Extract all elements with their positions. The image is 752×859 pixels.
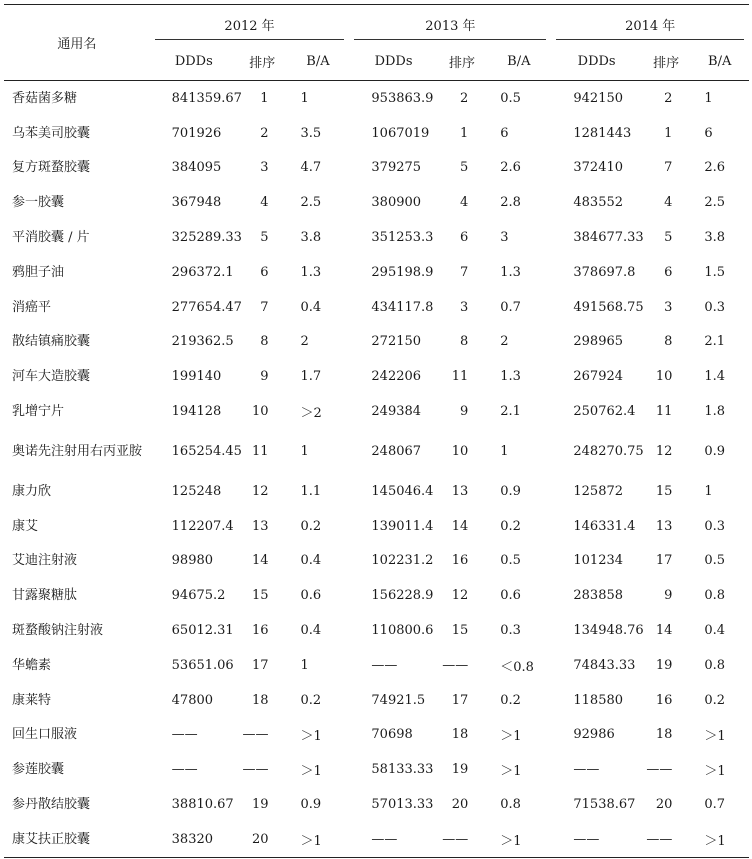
drug-name-cell: 奥诺先注射用右丙亚胺 <box>12 443 143 459</box>
ddds-cell: 298965 <box>573 334 624 350</box>
ba-cell: 1.4 <box>704 369 726 385</box>
ddds-cell: 134948.76 <box>573 623 644 639</box>
drug-name-cell: 消癌平 <box>12 299 52 315</box>
rank-cell: 13 <box>451 483 469 499</box>
ddds-cell: 98980 <box>171 553 214 569</box>
rank-cell: 6 <box>459 230 469 246</box>
ddds-cell: 248067 <box>371 443 422 459</box>
ddds-cell: 94675.2 <box>171 588 226 604</box>
rank-cell: 10 <box>451 443 469 459</box>
ba-cell: 0.4 <box>300 299 322 315</box>
rank-cell: 12 <box>655 443 673 459</box>
ddds-cell: 1067019 <box>371 125 430 141</box>
ddds-cell: 277654.47 <box>171 299 242 315</box>
rank-cell: 12 <box>451 588 469 604</box>
table-row <box>4 255 749 290</box>
ba-cell: 0.6 <box>300 588 322 604</box>
drug-name-cell: 艾迪注射液 <box>12 553 78 569</box>
ba-cell: 1.5 <box>704 264 726 280</box>
drug-name-cell: 康艾扶正胶囊 <box>4 822 150 857</box>
ddds-cell: 74921.5 <box>371 692 426 708</box>
rank-cell: 13 <box>251 518 269 534</box>
drug-name-cell: 回生口服液 <box>12 727 78 743</box>
rank-cell: 7 <box>459 264 469 280</box>
drug-name-cell: 斑蝥酸钠注射液 <box>12 623 104 639</box>
ba-cell: ＞1 <box>286 822 349 857</box>
ddds-cell: 156228.9 <box>371 588 434 604</box>
table-row <box>4 151 749 186</box>
table-row <box>4 822 749 857</box>
ddds-cell: 379275 <box>371 160 422 176</box>
rank-cell: 14 <box>251 553 269 569</box>
ba-cell: 0.3 <box>704 518 726 534</box>
table-row <box>4 718 749 753</box>
rank-cell: 15 <box>655 483 673 499</box>
ddds-cell: 219362.5 <box>171 334 234 350</box>
ddds-header: DDDs <box>174 53 213 69</box>
ba-cell: 1.8 <box>704 404 726 420</box>
ba-cell: 0.2 <box>500 518 521 534</box>
ba-cell: 2.6 <box>500 160 521 176</box>
ba-cell: 0.6 <box>500 588 521 604</box>
ddds-cell: 165254.45 <box>171 443 242 459</box>
ddds-cell: 125872 <box>573 483 624 499</box>
rank-cell: —— <box>242 762 269 778</box>
ba-cell: 0.5 <box>486 81 551 116</box>
drug-name-cell: 乌苯美司胶囊 <box>12 125 91 141</box>
ddds-cell: 380900 <box>371 195 422 211</box>
rank-cell: 19 <box>251 797 269 813</box>
ba-cell: 1.3 <box>300 264 322 280</box>
ba-cell: 0.2 <box>500 692 521 708</box>
rank-cell: 6 <box>260 264 269 280</box>
rank-cell: 14 <box>451 518 469 534</box>
ddds-cell: 38810.67 <box>171 797 234 813</box>
drug-name-cell: 参一胶囊 <box>12 195 65 211</box>
ddds-cell: 112207.4 <box>171 518 234 534</box>
ba-cell: 2.6 <box>704 160 726 176</box>
drug-name-cell: 甘露聚糖肽 <box>12 588 78 604</box>
ddds-cell: 110800.6 <box>371 623 434 639</box>
table-row <box>4 359 749 394</box>
ba-cell: 0.8 <box>500 797 521 813</box>
table-row <box>4 220 749 255</box>
rank-cell: 19 <box>655 657 673 673</box>
rank-header: 排序 <box>249 55 276 71</box>
rank-cell: 13 <box>655 518 673 534</box>
rank-cell: 16 <box>451 553 469 569</box>
drug-name-cell: 散结镇痛胶囊 <box>12 334 91 350</box>
rank-cell: 2 <box>260 125 269 141</box>
table-row <box>4 474 749 509</box>
ba-cell: 3.8 <box>704 230 726 246</box>
drug-name-cell: 鸦胆子油 <box>12 264 65 280</box>
rank-cell: 5 <box>664 230 673 246</box>
ddds-cell: 102231.2 <box>371 553 434 569</box>
ba-cell: 2.1 <box>500 404 521 420</box>
rank-cell: 11 <box>451 369 469 385</box>
table-row <box>4 429 749 474</box>
ddds-cell: 701926 <box>171 125 222 141</box>
rank-cell: 9 <box>664 588 673 604</box>
ddds-cell: 242206 <box>371 369 422 385</box>
ba-cell: 1.7 <box>300 369 322 385</box>
ba-cell: ＞1 <box>486 822 551 857</box>
ba-cell: 0.7 <box>704 797 726 813</box>
table-row <box>4 787 749 822</box>
drug-name-cell: 复方斑蝥胶囊 <box>12 160 91 176</box>
drug-name-cell: 河车大造胶囊 <box>12 369 91 385</box>
ddds-cell: 367948 <box>171 195 222 211</box>
rank-cell: 20 <box>238 822 287 857</box>
ba-cell: 2.5 <box>300 195 322 211</box>
ba-cell: 1 <box>704 483 713 499</box>
ba-cell: 0.5 <box>704 553 726 569</box>
ba-header: B/A <box>507 53 531 69</box>
drug-name-cell: 香菇菌多糖 <box>4 81 150 116</box>
ddds-cell: 953863.9 <box>349 81 437 116</box>
rank-header: 排序 <box>448 55 475 71</box>
ddds-cell: 58133.33 <box>371 762 434 778</box>
ba-cell: ＞1 <box>704 729 726 745</box>
ba-header: B/A <box>306 53 330 69</box>
ddds-header: DDDs <box>577 53 616 69</box>
rank-cell: 18 <box>251 692 269 708</box>
ba-cell: 1.1 <box>300 483 322 499</box>
ddds-cell: 125248 <box>171 483 222 499</box>
ba-cell: 0.7 <box>500 299 521 315</box>
ddds-cell: 92986 <box>573 727 615 743</box>
rank-cell: 1 <box>664 125 673 141</box>
ddds-cell: —— <box>349 822 437 857</box>
ddds-cell: —— <box>171 762 198 778</box>
rank-cell: 18 <box>451 727 469 743</box>
ba-cell: 3.8 <box>300 230 322 246</box>
rank-cell: 8 <box>459 334 469 350</box>
ddds-cell: 71538.67 <box>573 797 636 813</box>
rank-cell: 5 <box>459 160 469 176</box>
drug-name-cell: 康莱特 <box>12 692 52 708</box>
rank-cell: 20 <box>655 797 673 813</box>
ddds-cell: 483552 <box>573 195 624 211</box>
ddds-cell: 74843.33 <box>573 657 636 673</box>
rank-cell: 17 <box>655 553 673 569</box>
rank-cell: 9 <box>459 404 469 420</box>
ba-cell: 0.2 <box>704 692 726 708</box>
rank-cell: 15 <box>451 623 469 639</box>
ba-cell: ＞1 <box>300 764 322 780</box>
ddds-cell: 250762.4 <box>573 404 636 420</box>
table-row <box>4 752 749 787</box>
rank-cell: 7 <box>664 160 673 176</box>
ba-cell: 0.5 <box>500 553 521 569</box>
ba-cell: 0.4 <box>300 623 322 639</box>
ddds-cell: 942150 <box>551 81 641 116</box>
ba-cell: 2.1 <box>704 334 726 350</box>
ba-cell: ＞2 <box>300 406 322 422</box>
rank-cell: 3 <box>260 160 269 176</box>
ddds-cell: 295198.9 <box>371 264 434 280</box>
ba-cell: ＞1 <box>500 764 522 780</box>
ba-cell: 0.3 <box>500 623 521 639</box>
rank-cell: 16 <box>655 692 673 708</box>
rank-cell: 9 <box>260 369 269 385</box>
ddds-cell: 272150 <box>371 334 422 350</box>
ddds-cell: 841359.67 <box>150 81 238 116</box>
table-row <box>4 290 749 325</box>
ddds-cell: 378697.8 <box>573 264 636 280</box>
ba-cell: 0.8 <box>704 588 726 604</box>
rank-cell: 11 <box>655 404 673 420</box>
ba-cell: 1 <box>300 657 309 673</box>
ddds-cell: 267924 <box>573 369 624 385</box>
rank-cell: 17 <box>451 692 469 708</box>
ddds-cell: 194128 <box>171 404 222 420</box>
rank-cell: 14 <box>655 623 673 639</box>
rank-cell: 3 <box>664 299 673 315</box>
rank-cell: —— <box>646 762 673 778</box>
ba-cell: 1 <box>286 81 349 116</box>
ddds-cell: 118580 <box>573 692 624 708</box>
ddds-cell: 434117.8 <box>371 299 434 315</box>
ddds-cell: —— <box>573 762 600 778</box>
table-row <box>4 185 749 220</box>
rank-cell: 10 <box>655 369 673 385</box>
ddds-cell: 65012.31 <box>171 623 234 639</box>
ddds-cell: 283858 <box>573 588 624 604</box>
ba-cell: 6 <box>704 125 713 141</box>
ba-cell: 0.3 <box>704 299 726 315</box>
table-row <box>4 648 749 683</box>
rank-cell: 5 <box>260 230 269 246</box>
rank-cell: —— <box>642 822 691 857</box>
rank-cell: 15 <box>251 588 269 604</box>
ba-cell: 2 <box>300 334 309 350</box>
ba-cell: 3.5 <box>300 125 322 141</box>
ba-cell: 6 <box>500 125 509 141</box>
drug-name-cell: 平消胶囊 / 片 <box>12 230 90 246</box>
table-row <box>4 544 749 579</box>
ddds-cell: 384095 <box>171 160 222 176</box>
ddds-cell: 491568.75 <box>573 299 644 315</box>
ba-cell: 0.9 <box>300 797 322 813</box>
rank-cell: 16 <box>251 623 269 639</box>
year-header-2013: 2013 年 <box>349 5 551 43</box>
rank-cell: —— <box>438 822 487 857</box>
ba-cell: ＜0.8 <box>500 659 534 675</box>
rank-cell: 10 <box>251 404 269 420</box>
rank-cell: 7 <box>260 299 269 315</box>
ddds-cell: —— <box>551 822 641 857</box>
ba-cell: 2.5 <box>704 195 726 211</box>
ba-header: B/A <box>708 53 732 69</box>
ba-cell: 1.3 <box>500 264 521 280</box>
table-row <box>4 683 749 718</box>
ba-cell: 0.4 <box>704 623 726 639</box>
rank-cell: 17 <box>251 657 269 673</box>
ba-cell: 4.7 <box>300 160 322 176</box>
table-row <box>4 81 749 116</box>
ddds-header: DDDs <box>374 53 413 69</box>
ba-cell: 2.8 <box>500 195 521 211</box>
ddds-cell: 47800 <box>171 692 214 708</box>
ba-cell: 0.2 <box>300 518 322 534</box>
ddds-cell: 70698 <box>371 727 413 743</box>
rank-cell: 4 <box>260 195 269 211</box>
table-header <box>4 5 749 81</box>
drug-ddds-table <box>4 4 749 858</box>
ba-cell: 2 <box>500 334 509 350</box>
ddds-cell: 384677.33 <box>573 230 644 246</box>
rank-cell: 3 <box>459 299 469 315</box>
ddds-cell: 325289.33 <box>171 230 242 246</box>
ddds-cell: 1281443 <box>573 125 632 141</box>
ddds-cell: 372410 <box>573 160 624 176</box>
table-row <box>4 394 749 429</box>
generic-name-header: 通用名 <box>4 5 150 81</box>
rank-cell: 19 <box>451 762 469 778</box>
ba-cell: 0.8 <box>704 657 726 673</box>
ddds-cell: 145046.4 <box>371 483 434 499</box>
rank-cell: 4 <box>459 195 469 211</box>
ba-cell: 0.9 <box>704 443 726 459</box>
year-header-2014: 2014 年 <box>551 5 749 43</box>
rank-cell: 11 <box>251 443 269 459</box>
ddds-cell: 351253.3 <box>371 230 434 246</box>
ddds-cell: —— <box>371 657 398 673</box>
ddds-cell: 101234 <box>573 553 624 569</box>
ba-cell: ＞1 <box>300 729 322 745</box>
rank-cell: 2 <box>642 81 691 116</box>
ddds-cell: 146331.4 <box>573 518 636 534</box>
ddds-cell: —— <box>171 727 198 743</box>
drug-name-cell: 康艾 <box>12 518 39 534</box>
ddds-cell: 53651.06 <box>171 657 234 673</box>
ddds-cell: 249384 <box>371 404 422 420</box>
rank-cell: 6 <box>664 264 673 280</box>
table-row <box>4 613 749 648</box>
ba-cell: 0.2 <box>300 692 322 708</box>
rank-header: 排序 <box>653 55 680 71</box>
drug-name-cell: 乳增宁片 <box>12 404 65 420</box>
rank-cell: 20 <box>451 797 469 813</box>
ddds-cell: 248270.75 <box>573 443 644 459</box>
rank-cell: 2 <box>438 81 487 116</box>
rank-cell: —— <box>242 727 269 743</box>
ba-cell: 0.4 <box>300 553 322 569</box>
ddds-cell: 57013.33 <box>371 797 434 813</box>
rank-cell: 8 <box>664 334 673 350</box>
rank-cell: 12 <box>251 483 269 499</box>
ddds-cell: 199140 <box>171 369 222 385</box>
table-row <box>4 116 749 151</box>
drug-name-cell: 参丹散结胶囊 <box>12 797 91 813</box>
ddds-cell: 139011.4 <box>371 518 434 534</box>
drug-name-cell: 华蟾素 <box>12 657 52 673</box>
ba-cell: 1 <box>500 443 509 459</box>
table-row <box>4 578 749 613</box>
ba-cell: ＞1 <box>500 729 522 745</box>
table-body <box>4 81 749 858</box>
ba-cell: ＞1 <box>704 764 726 780</box>
ba-cell: 1 <box>300 443 309 459</box>
ba-cell: 0.9 <box>500 483 521 499</box>
drug-name-cell: 参莲胶囊 <box>12 762 65 778</box>
ba-cell: 1.3 <box>500 369 521 385</box>
table-row <box>4 325 749 360</box>
ba-cell: 3 <box>500 230 509 246</box>
rank-cell: 1 <box>459 125 469 141</box>
rank-cell: 8 <box>260 334 269 350</box>
ba-cell: ＞1 <box>690 822 749 857</box>
ddds-cell: 38320 <box>150 822 238 857</box>
drug-name-cell: 康力欣 <box>12 483 52 499</box>
rank-cell: 1 <box>238 81 287 116</box>
rank-cell: —— <box>442 657 469 673</box>
table-row <box>4 509 749 544</box>
ba-cell: 1 <box>690 81 749 116</box>
rank-cell: 4 <box>664 195 673 211</box>
year-header-2012: 2012 年 <box>150 5 350 43</box>
ddds-cell: 296372.1 <box>171 264 234 280</box>
rank-cell: 18 <box>655 727 673 743</box>
